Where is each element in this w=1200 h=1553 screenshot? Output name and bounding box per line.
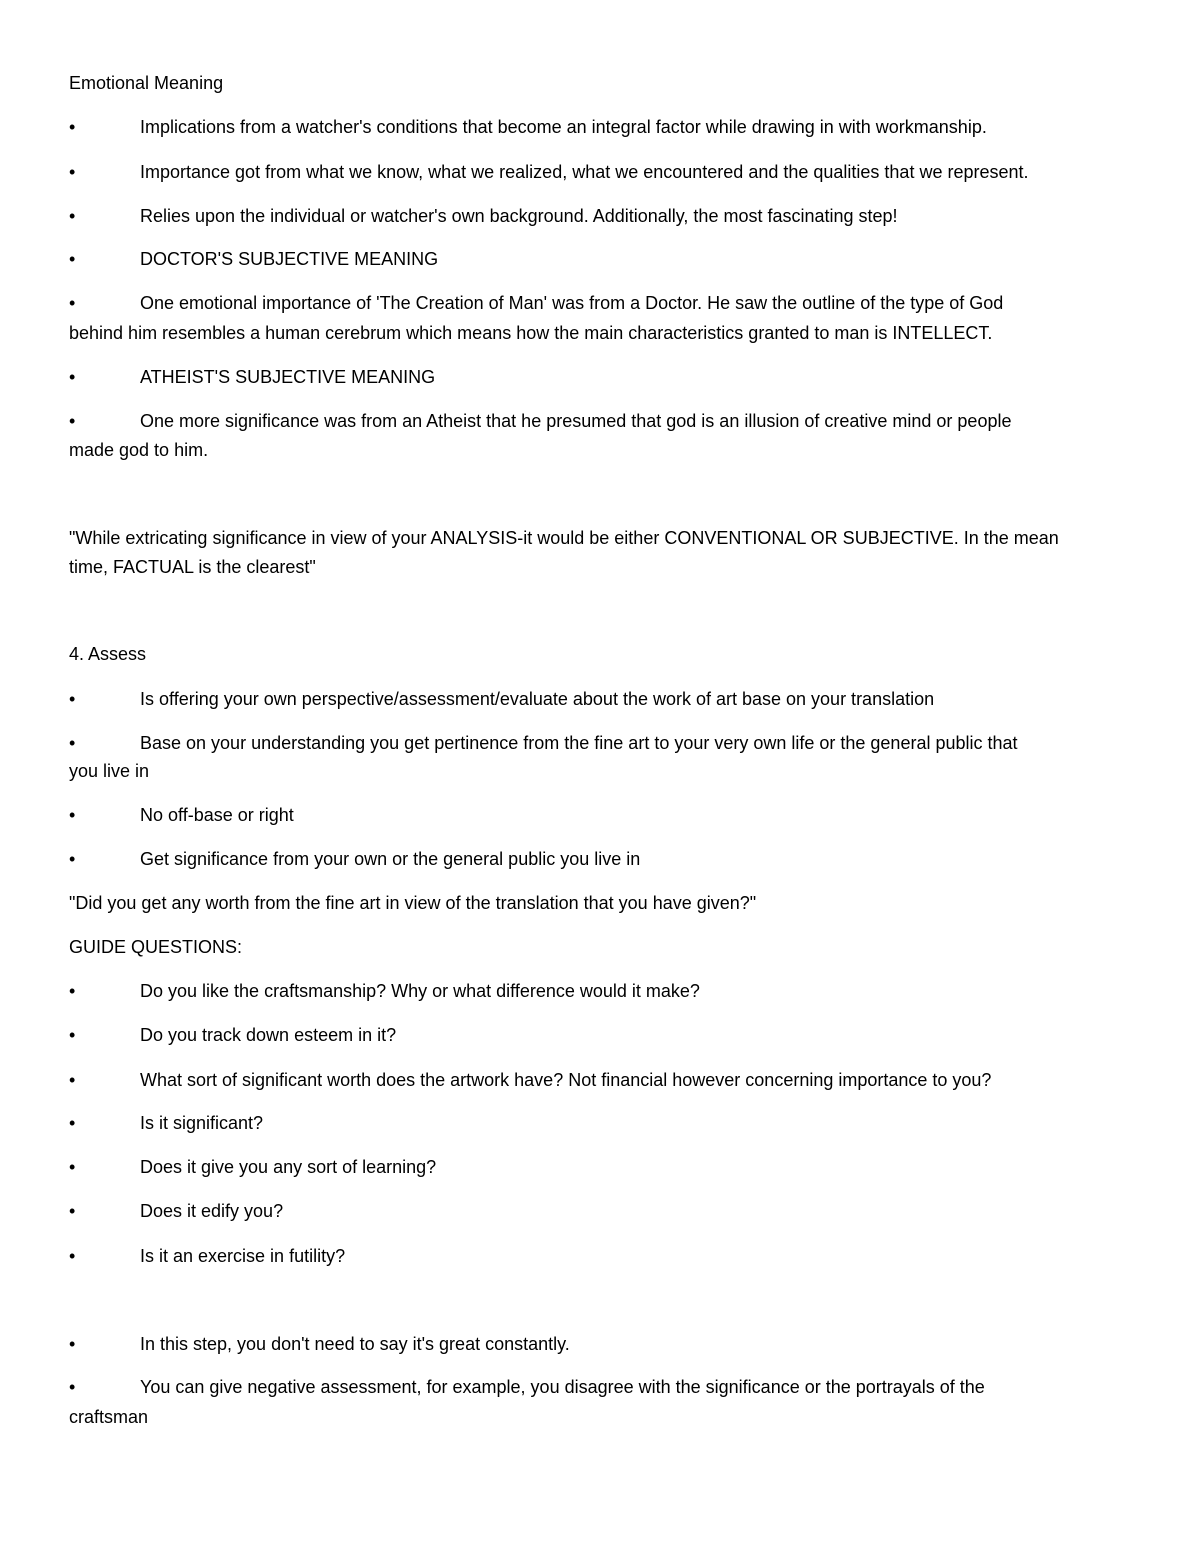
list-item: Implications from a watcher's conditions that become an integral factor while drawing in with workmanship. [140, 117, 987, 137]
atheist-paragraph-line2: made god to him. [69, 440, 209, 460]
list-item: Importance got from what we know, what we realized, what we encountered and the qualities that we represent. [140, 162, 1029, 182]
subheading-atheist: ATHEIST'S SUBJECTIVE MEANING [140, 367, 436, 387]
guide-question: Does it give you any sort of learning? [140, 1157, 437, 1177]
bullet-icon: • [69, 981, 76, 1001]
bullet-icon: • [69, 411, 76, 431]
bullet-icon: • [69, 1334, 76, 1354]
quote-analysis-line2: time, FACTUAL is the clearest" [69, 557, 316, 577]
bullet-icon: • [69, 805, 76, 825]
list-item: Get significance from your own or the general public you live in [140, 849, 641, 869]
bullet-icon: • [69, 162, 76, 182]
heading-emotional-meaning: Emotional Meaning [69, 73, 224, 93]
bullet-icon: • [69, 1025, 76, 1045]
guide-question: Does it edify you? [140, 1201, 284, 1221]
bullet-icon: • [69, 367, 76, 387]
bullet-icon: • [69, 1157, 76, 1177]
assess-item-line2: you live in [69, 761, 150, 781]
list-item: Relies upon the individual or watcher's own background. Additionally, the most fascinating step! [140, 206, 898, 226]
quote-analysis-line1: "While extricating significance in view of your ANALYSIS-it would be either CONVENTIONAL OR SUBJECTIVE. In the mean [69, 528, 1059, 548]
doctor-paragraph-line2: behind him resembles a human cerebrum which means how the main characteristics granted to man is INTELLECT. [69, 323, 993, 343]
bullet-icon: • [69, 1070, 76, 1090]
doctor-paragraph-line1: One emotional importance of 'The Creation of Man' was from a Doctor. He saw the outline of the type of God [140, 293, 1004, 313]
bullet-icon: • [69, 249, 76, 269]
bullet-icon: • [69, 117, 76, 137]
atheist-paragraph-line1: One more significance was from an Atheist that he presumed that god is an illusion of creative mind or people [140, 411, 1012, 431]
list-item: Is offering your own perspective/assessment/evaluate about the work of art base on your translation [140, 689, 935, 709]
subheading-doctor: DOCTOR'S SUBJECTIVE MEANING [140, 249, 439, 269]
final-item-line1: You can give negative assessment, for example, you disagree with the significance or the portrayals of the [140, 1377, 985, 1397]
quote-worth: "Did you get any worth from the fine art in view of the translation that you have given?" [69, 893, 757, 913]
bullet-icon: • [69, 1201, 76, 1221]
guide-question: Do you like the craftsmanship? Why or what difference would it make? [140, 981, 700, 1001]
guide-question: What sort of significant worth does the artwork have? Not financial however concerning importance to you? [140, 1070, 992, 1090]
list-item: In this step, you don't need to say it's great constantly. [140, 1334, 570, 1354]
guide-question: Is it significant? [140, 1113, 264, 1133]
heading-assess: 4. Assess [69, 644, 147, 664]
bullet-icon: • [69, 1246, 76, 1266]
list-item: No off-base or right [140, 805, 294, 825]
bullet-icon: • [69, 1113, 76, 1133]
guide-question: Is it an exercise in futility? [140, 1246, 346, 1266]
guide-question: Do you track down esteem in it? [140, 1025, 397, 1045]
bullet-icon: • [69, 733, 76, 753]
heading-guide-questions: GUIDE QUESTIONS: [69, 937, 243, 957]
bullet-icon: • [69, 689, 76, 709]
bullet-icon: • [69, 1377, 76, 1397]
bullet-icon: • [69, 293, 76, 313]
assess-item-line1: Base on your understanding you get pertinence from the fine art to your very own life or the general public that [140, 733, 1018, 753]
bullet-icon: • [69, 849, 76, 869]
final-item-line2: craftsman [69, 1407, 149, 1427]
bullet-icon: • [69, 206, 76, 226]
